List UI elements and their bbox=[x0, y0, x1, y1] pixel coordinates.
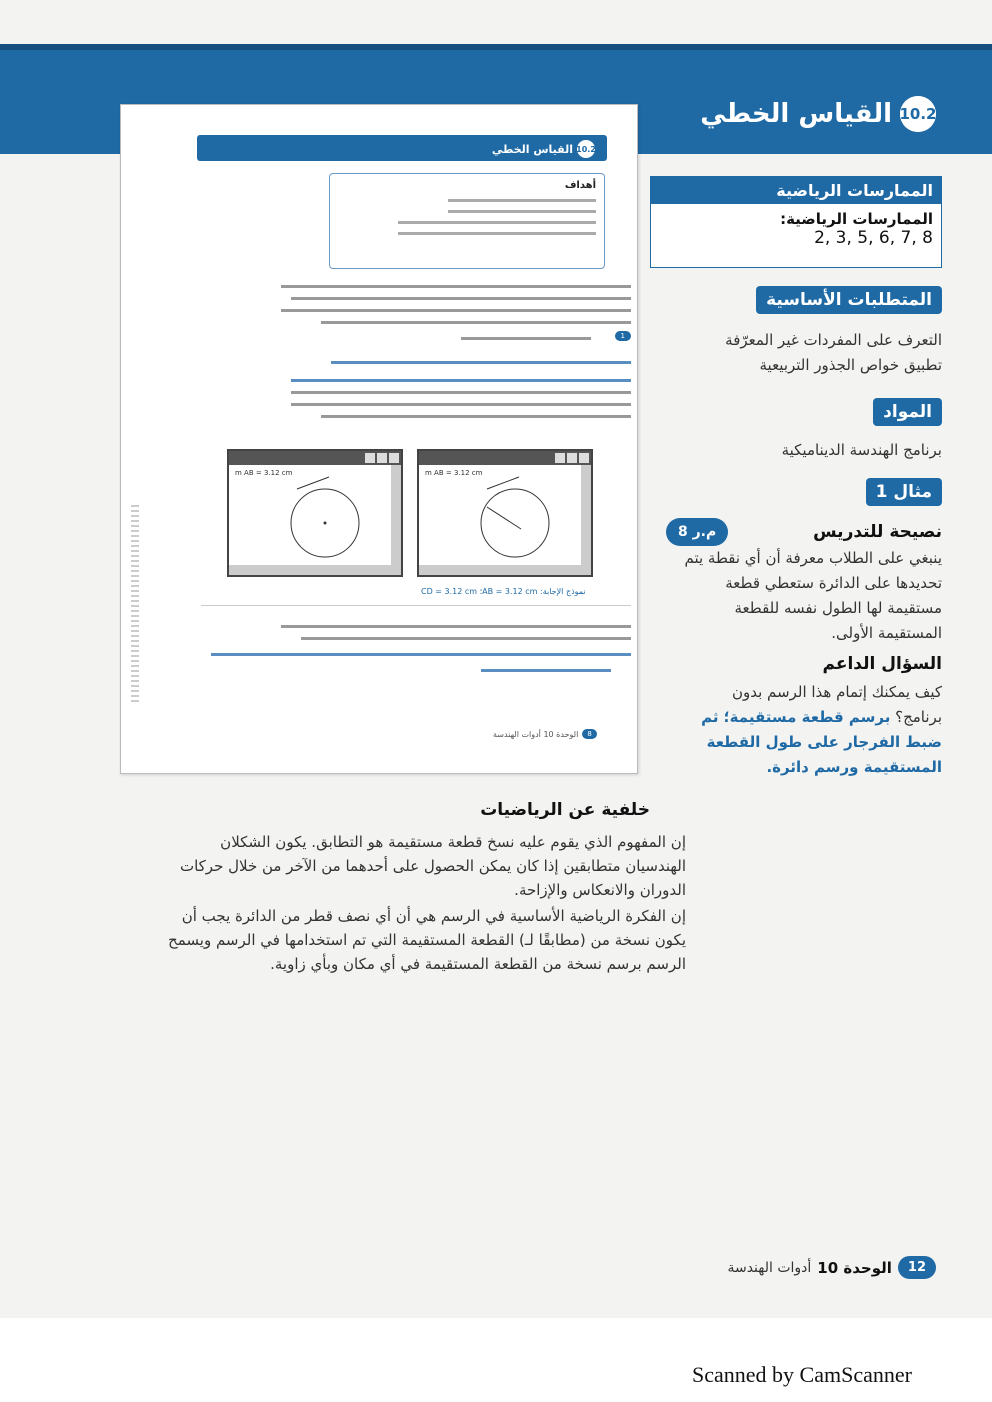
thumb-section-tab: 1 bbox=[615, 331, 631, 341]
thumb-text-line bbox=[481, 669, 611, 672]
math-practices-heading: الممارسات الرياضية bbox=[651, 177, 941, 204]
guiding-question-text: كيف يمكنك إتمام هذا الرسم بدون برنامج؟ bbox=[731, 683, 942, 726]
example-section bbox=[652, 478, 942, 506]
background-paragraph-2: إن الفكرة الرياضية الأساسية في الرسم هي أن أي نصف قطر من الدائرة يجب أن يكون نسخة من (مطابقًا لـ) القطعة المستقيمة التي تم استخدامها في الرسم ويسمح الرسم برسم نسخة من القطعة المستقيمة في أي مكان وبأي زاوية. bbox=[168, 907, 686, 973]
thumb-text-line bbox=[331, 361, 631, 364]
student-page-thumbnail bbox=[120, 104, 638, 774]
thumb-text-line bbox=[281, 309, 631, 312]
thumb-text-line bbox=[281, 625, 631, 628]
thumb-footer-text: الوحدة 10 أدوات الهندسة bbox=[493, 729, 579, 739]
thumb-text-line bbox=[211, 653, 631, 656]
math-practices-label: الممارسات الرياضية: bbox=[780, 210, 933, 228]
thumb-footer bbox=[493, 729, 597, 739]
thumb-title bbox=[492, 140, 595, 158]
prerequisites-section bbox=[652, 286, 942, 378]
guiding-question-answer: برسم قطعة مستقيمة؛ ثم ضبط الفرجار على طول القطعة المستقيمة ورسم دائرة. bbox=[701, 708, 942, 776]
thumb-goals-heading: أهداف bbox=[564, 180, 596, 191]
math-practices-box bbox=[650, 176, 942, 268]
thumb-sample-answer: CD = 3.12 cm ؛AB = 3.12 cm :نموذج الإجابة bbox=[421, 587, 586, 596]
thumb-text-line bbox=[398, 221, 596, 224]
thumb-text-line bbox=[291, 379, 631, 382]
lesson-title bbox=[700, 96, 936, 132]
math-practices-numbers: 2, 3, 5, 6, 7, 8 bbox=[814, 228, 933, 248]
thumb-text-line bbox=[301, 637, 631, 640]
circle-figure bbox=[233, 467, 393, 567]
thumb-text-line bbox=[291, 403, 631, 406]
materials-text: برنامج الهندسة الديناميكية bbox=[781, 441, 942, 459]
thumb-text-line bbox=[321, 415, 631, 418]
thumb-text-line bbox=[461, 337, 591, 340]
thumb-text-line bbox=[291, 391, 631, 394]
page-footer bbox=[727, 1256, 936, 1279]
thumb-page-number: 8 bbox=[582, 729, 596, 739]
thumb-lesson-badge: 10.2 bbox=[577, 140, 595, 158]
math-practices-body bbox=[651, 204, 941, 254]
guiding-question bbox=[692, 654, 942, 780]
thumb-text-line bbox=[321, 321, 631, 324]
unit-label: الوحدة 10 bbox=[817, 1258, 892, 1277]
thumb-text-line bbox=[281, 285, 631, 288]
page-title: القياس الخطي bbox=[700, 99, 892, 129]
background-heading: خلفية عن الرياضيات bbox=[480, 800, 650, 820]
thumb-text-line bbox=[448, 199, 596, 202]
scanner-watermark: Scanned by CamScanner bbox=[692, 1362, 912, 1387]
sketchpad-window-1 bbox=[227, 449, 403, 577]
teaching-tip-heading: نصيحة للتدريس bbox=[813, 522, 942, 542]
prerequisite-item: التعرف على المفردات غير المعرّفة bbox=[725, 331, 942, 349]
teaching-tip-text: ينبغي على الطلاب معرفة أن أي نقطة يتم تحديدها على الدائرة ستعطي قطعة مستقيمة لها الطول نفسه للقطعة المستقيمة الأولى. bbox=[684, 549, 942, 642]
prerequisites-heading: المتطلبات الأساسية bbox=[756, 286, 942, 314]
guiding-question-heading: السؤال الداعم bbox=[822, 654, 942, 674]
teaching-tip bbox=[668, 522, 942, 646]
page-number: 12 bbox=[898, 1256, 936, 1279]
thumb-text-line bbox=[398, 232, 596, 235]
segment-measure-label: m AB = 3.12 cm bbox=[425, 469, 483, 477]
thumb-goals-box bbox=[329, 173, 605, 269]
segment-measure-label: m AB = 3.12 cm bbox=[235, 469, 293, 477]
materials-section bbox=[652, 398, 942, 463]
thumb-title-text: القياس الخطي bbox=[491, 142, 573, 156]
example-label: مثال 1 bbox=[866, 478, 942, 506]
thumb-text-line bbox=[448, 210, 596, 213]
lesson-number-badge: 10.2 bbox=[900, 96, 936, 132]
thumb-copyright-note bbox=[131, 505, 139, 705]
sketchpad-window-2 bbox=[417, 449, 593, 577]
thumb-text-line bbox=[291, 297, 631, 300]
prerequisite-item: تطبيق خواص الجذور التربيعية bbox=[759, 356, 942, 374]
materials-heading: المواد bbox=[873, 398, 942, 426]
unit-title: أدوات الهندسة bbox=[727, 1259, 812, 1276]
background-paragraph-1: إن المفهوم الذي يقوم عليه نسخ قطعة مستقيمة هو التطابق. يكون الشكلان الهندسيان متطابقين إذا كان يمكن الحصول على أحدهما من الآخر من خلال حركات الدوران والانعكاس والإزاحة. bbox=[179, 833, 686, 899]
practice-badge: م.ر 8 bbox=[666, 518, 728, 546]
circle-figure-with-radius bbox=[423, 467, 583, 567]
answer-rule bbox=[201, 605, 631, 606]
